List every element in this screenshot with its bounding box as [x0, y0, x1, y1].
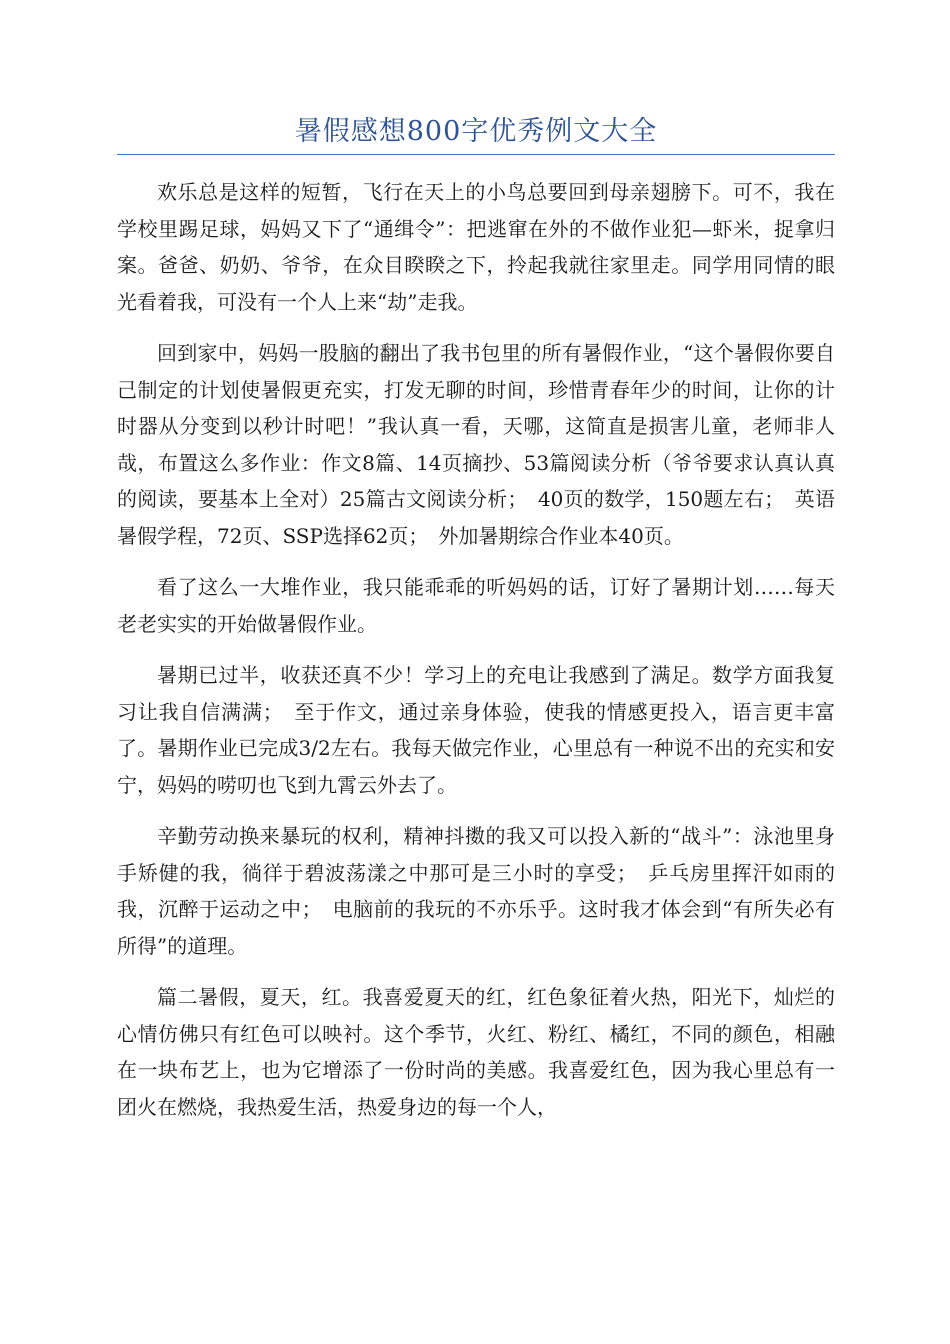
paragraph: 回到家中，妈妈一股脑的翻出了我书包里的所有暑假作业，“这个暑假你要自己制定的计划使暑假更充实，打发无聊的时间，珍惜青春年少的时间，让你的计时器从分变到以秒计时吧！”我认真一看，天哪，这简直是损害儿童，老师非人哉，布置这么多作业：作文8篇、14页摘抄、53篇阅读分析（爷爷要求认真认真的阅读，要基本上全对）25篇古文阅读分析； 40页的数学，150题左右； 英语暑假学程，72页、SSP选择62页； 外加暑期综合作业本40页。 — [117, 341, 835, 548]
paragraph: 欢乐总是这样的短暂，飞行在天上的小鸟总要回到母亲翅膀下。可不，我在学校里踢足球，妈妈又下了“通缉令”：把逃窜在外的不做作业犯—虾米，捉拿归案。爸爸、奶奶、爷爷，在众目睽睽之下，拎起我就往家里走。同学用同情的眼光看着我，可没有一个人上来“劫”走我。 — [117, 180, 835, 314]
document-body — [117, 174, 835, 1140]
title-underline — [117, 154, 835, 155]
paragraph: 暑期已过半，收获还真不少！学习上的充电让我感到了满足。数学方面我复习让我自信满满； 至于作文，通过亲身体验，使我的情感更投入，语言更丰富了。暑期作业已完成3/2左右。我每天做完作业，心里总有一种说不出的充实和安宁，妈妈的唠叨也飞到九霄云外去了。 — [117, 663, 835, 797]
document-title: 暑假感想800字优秀例文大全 — [294, 116, 658, 147]
paragraph: 看了这么一大堆作业，我只能乖乖的听妈妈的话，订好了暑期计划……每天老老实实的开始做暑假作业。 — [117, 575, 835, 636]
paragraph: 篇二暑假，夏天，红。我喜爱夏天的红，红色象征着火热，阳光下，灿烂的心情仿佛只有红色可以映衬。这个季节，火红、粉红、橘红，不同的颜色，相融在一块布艺上，也为它增添了一份时尚的美感。我喜爱红色，因为我心里总有一团火在燃烧，我热爱生活，热爱身边的每一个人， — [117, 985, 835, 1119]
paragraph: 辛勤劳动换来暴玩的权利，精神抖擞的我又可以投入新的“战斗”：泳池里身手矫健的我，徜徉于碧波荡漾之中那可是三小时的享受； 乒乓房里挥汗如雨的我，沉醉于运动之中； 电脑前的我玩的不亦乐乎。这时我才体会到“有所失必有所得”的道理。 — [117, 824, 835, 958]
